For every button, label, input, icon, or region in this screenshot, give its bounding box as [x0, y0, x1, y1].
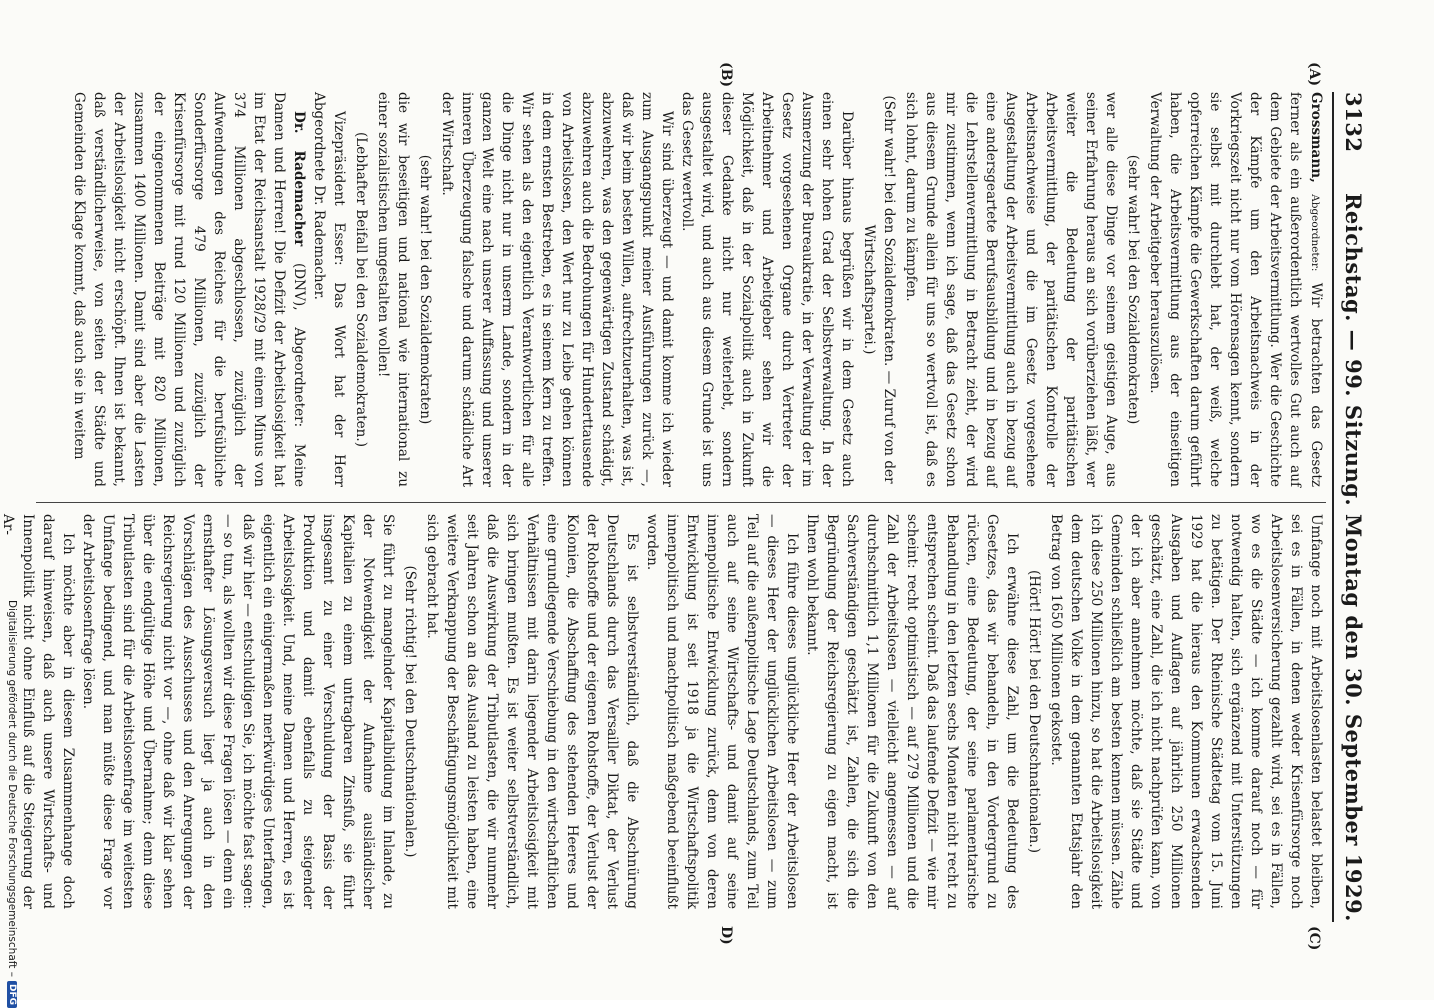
- margin-mark-b: (B): [718, 62, 734, 88]
- paragraph: Darüber hinaus begrüßen wir in dem Gesetz auch einen sehr hohen Grad der Selbstverwaltung. In der Ausmerzung der Bureaukratie, in der Verwaltung der im Gesetz vorgesehenen Organe durch Vertreter der Arbeitnehmer und Arbeitgeber sehen wir die Möglichkeit, daß in der Sozialpolitik auch in Zukunft dieser Gedanke nicht nur weiterlebt, sondern ausgestaltet wird, und auch aus diesem Grunde ist uns das Gesetz wertvoll.: [679, 92, 855, 487]
- paragraph: Umfange noch mit Arbeitslosenlasten belastet bleiben, sei es in Fällen, in denen weder Krisenfürsorge noch Arbeitslosenversicherung gezahlt wird, sei es in Fällen, wo es die Städte — ich komme darauf noch — für notwendig halten, sich ergänzend mit Unterstützungen zu betätigen. Der Rheinische Städtetag vom 15. Juni 1929 hat die hieraus den Kommunen erwachsenden Ausgaben und Auflagen auf jährlich 250 Millionen geschätzt, eine Zahl, die ich nicht nachprüfen kann, von der ich aber annehmen möchte, daß sie Städte und Gemeinden schließlich am besten kennen müssen. Zähle ich diese 250 Millionen hinzu, so hat die Arbeitslosigkeit dem deutschen Volke in dem genannten Etatsjahr den Betrag von 1650 Millionen gekostet.: [1048, 514, 1324, 909]
- reaction: (Lebhafter Beifall bei den Sozialdemokraten.): [353, 131, 369, 448]
- paragraph: Ich führe dieses unglückliche Heer der Arbeitslosen — dieses Heer der unglücklichen Arbeitslosen — zum Teil auf die außenpolitische Lage Deutschlands, zum Teil auch auf seine Wirtschafts- und damit auf seine innenpolitische Entwicklung zurück, denn von deren Entwicklung ist seit 1918 ja die Wirtschaftspolitik innenpolitisch und machtpolitisch maßgebend beeinflußt worden.: [644, 514, 800, 909]
- page-number: 3132: [1341, 92, 1367, 153]
- reaction: (sehr wahr! bei den Sozialdemokraten): [417, 154, 433, 425]
- running-title: Reichstag. — 99. Sitzung. Montag den 30. September 1929.: [1341, 192, 1367, 922]
- paragraph: Vizepräsident Esser: Das Wort hat der Herr Abgeordnete Dr. Rademacher.: [311, 92, 347, 487]
- digitization-credit: [2, 600, 22, 1005]
- header-rule: [1332, 92, 1334, 922]
- paragraph: wer alle diese Dinge vor seinem geistigen Auge, aus seiner Erfahrung heraus an sich vorüberziehen läßt, wer weiter die Bedeutung der paritätischen Arbeitsvermittlung, der paritätischen Kontrolle der Arbeitsnachweise und die im Gesetz vorgesehene Ausgestaltung der Arbeitsvermittlung auch in bezug auf eine andersgeartete Berufsausbildung und in bezug auf die Lehrstellenvermittlung in Betracht zieht, der wird mir zustimmen, wenn ich sage, daß das Gesetz schon aus diesem Grunde allein für uns so wertvoll ist, daß es sich lohnt, darum zu kämpfen.: [903, 92, 1119, 487]
- margin-mark-a: (A): [1306, 62, 1322, 87]
- speaker-name: Grossmann,: [1308, 92, 1324, 183]
- speaker-name: Dr. Rademacher: [291, 111, 307, 247]
- paragraph: Es ist selbstverständlich, daß die Abschnürung Deutschlands durch das Versailler Diktat, der Verlust der Rohstoffe und der eigenen Rohstoffe, der Verlust der Kolonien, die Abschaffung des stehenden Heeres und eine grundlegende Verschiebung in den wirtschaftlichen Verhältnissen mit darin liegender Arbeitslosigkeit mit sich bringen mußten. Es ist weiter selbstverständlich, daß die Auswirkung der Tributlasten, die wir nunmehr seit Jahren schon an das Ausland zu leisten haben, eine weitere Verknappung der Beschäftigungsmöglichkeit mit sich gebracht hat.: [424, 514, 640, 909]
- margin-mark-c: (C): [1306, 926, 1322, 951]
- reaction: (Hört! Hört! bei den Deutschnationalen.): [1026, 569, 1042, 854]
- dfg-logo: DFG: [7, 981, 17, 1008]
- left-column: [36, 92, 1326, 487]
- column-rule: [36, 502, 1326, 503]
- paragraph-text: Wir betrachten das Gesetz ferner als ein außerordentlich wertvolles Gut auch auf dem Gebiete der Arbeitsvermittlung. Wer die Geschichte der Kämpfe um den Arbeitsnachweis in der Vorkriegszeit nicht nur vom Hörensagen kennt, sondern sie selbst mit durchlebt hat, der weiß, welche opferreichen Kämpfe die Gewerkschaften darum geführt haben, die Arbeitsvermittlung aus der einseitigen Verwaltung der Arbeitgeber herauszulösen.: [1147, 92, 1324, 488]
- paragraph: Ich möchte aber in diesem Zusammenhange doch darauf hinweisen, daß auch unsere Wirtschafts- und Innenpolitik nicht ohne Einfluß auf die Steigerung der Ar-: [0, 514, 76, 909]
- reaction: (sehr wahr! bei den Sozialdemokraten): [1125, 154, 1141, 425]
- paragraph: Ich erwähne diese Zahl, um die Bedeutung des Gesetzes, das wir behandeln, in den Vordergrund zu rücken, eine Bedeutung, der seine parlamentarische Behandlung in den letzten sechs Monaten nicht recht zu entsprechen scheint. Daß das laufende Defizit — wie mir scheint: recht optimistisch — auf 279 Millionen und die Zahl der Arbeitslosen — vielleicht angemessen — auf durchschnittlich 1,1 Millionen für die Zukunft von den Sachverständigen geschätzt ist, Zahlen, die sich die Begründung der Reichsregierung zu eigen macht, ist Ihnen wohl bekannt.: [804, 514, 1020, 909]
- paragraph: Wir sind überzeugt — und damit komme ich wieder zum Ausgangspunkt meiner Ausführungen zurück —, daß wir beim besten Willen, aufrechtzuerhalten, was ist, abzuwehren, was den gegenwärtigen Zustand schädigt, abzuwehren auch die Bedrohungen für Hunderttausende von Arbeitslosen, den Wert nur zu Leibe gehen können in dem ernsten Bestreben, es in seinem Kern zu treffen. Wir sehen als den eigentlich Verantwortlichen für alle die Dinge nicht nur in unserm Lande, sondern in der ganzen Welt eine nach unserer Auffassung und unserer inneren Überzeugung falsche und darum schädliche Art der Wirtschaft.: [439, 92, 675, 487]
- paragraph: [1145, 92, 1326, 487]
- credit-text: Digitalisierung gefördert durch die Deutsche Forschungsgemeinschaft –: [6, 600, 18, 977]
- speaker-role: Abgeordneter:: [1309, 194, 1321, 272]
- page-header: [1334, 92, 1374, 922]
- paragraph-text: (DNV), Abgeordneter: Meine Damen und Herren! Die Defizit der Arbeitslosigkeit hat im Etat der Reichsanstalt 1928/29 mit einem Minus von 374 Millionen abgeschlossen, zuzüglich der Aufwendungen des Reiches für die berufsübliche Sonderfürsorge 479 Millionen, zuzüglich der Krisenfürsorge mit rund 120 Millionen und zuzüglich der eingenommenen Beiträge mit 820 Millionen, zusammen 1400 Millionen. Damit sind aber die Lasten der Arbeitslosigkeit nicht erschöpft. Ihnen ist bekannt, daß verständlicherweise, von seiten der Städte und Gemeinden die Klage kommt, daß auch sie in weitem: [71, 92, 307, 488]
- paragraph: [69, 92, 309, 487]
- reaction: (Sehr richtig! bei den Deutschnationalen.): [402, 565, 418, 858]
- paragraph: die wir beseitigen und national wie international zu einer sozialistischen umgestalten wollen!: [375, 92, 411, 487]
- paragraph: Sie führt zu mangelnder Kapitalbildung im Inlande, zu der Notwendigkeit der Aufnahme ausländischer Kapitalien zu einem untragbaren Zinsfuß, sie führt insgesamt zu einer Verschuldung der Basis der Produktion und damit ebenfalls zu steigender Arbeitslosigkeit. Und, meine Damen und Herren, es ist eigentlich ein einigermaßen merkwürdiges Unterfangen, daß wir hier — entschuldigen Sie, ich möchte fast sagen: — so tun, als wollten wir diese Fragen lösen — denn ein ernsthafter Lösungsversuch liegt ja auch in den Vorschlägen des Ausschusses und den Anregungen der Reichsregierung nicht vor —, ohne daß wir klar sehen über die endgültige Höhe und Übernahme; denn diese Tributlasten sind für die Arbeitslosenfrage im weitesten Umfange bedingend, und man müßte diese Frage vor der Arbeitslosenfrage lösen.: [80, 514, 396, 909]
- margin-mark-d: D): [718, 926, 734, 945]
- reaction: (Sehr wahr! bei den Sozialdemokraten. — Zuruf von der Wirtschaftspartei.): [861, 95, 897, 484]
